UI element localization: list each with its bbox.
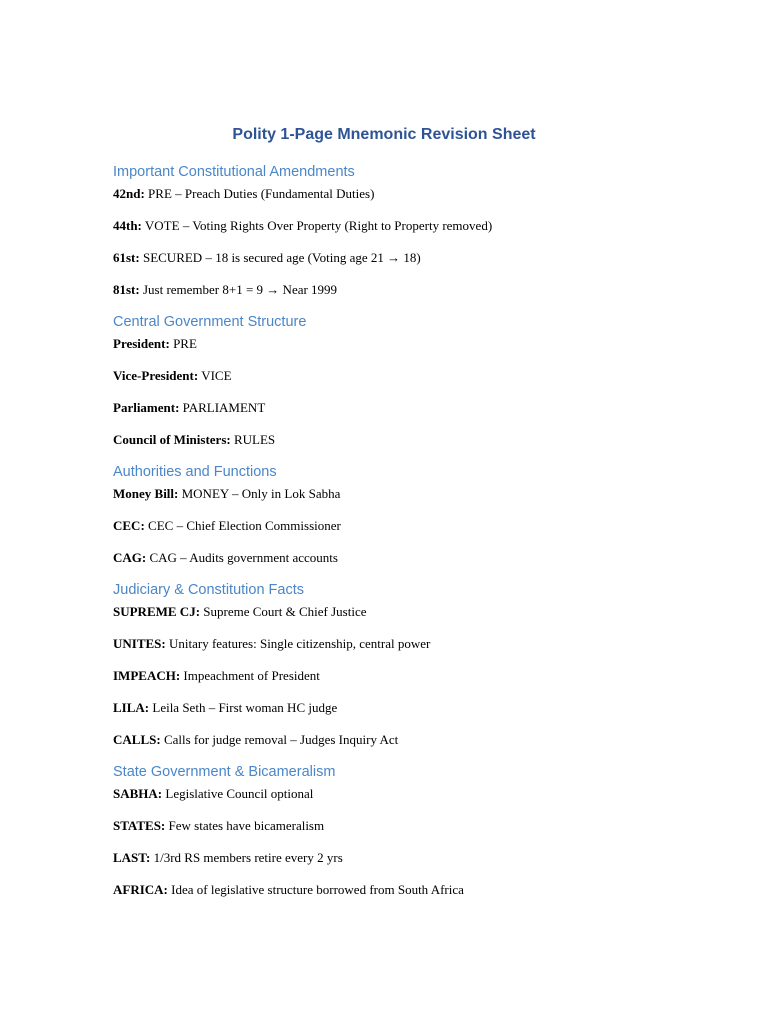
entry-term: CALLS: xyxy=(113,732,161,747)
entry-text: PRE – Preach Duties (Fundamental Duties) xyxy=(148,186,375,201)
entry-unites xyxy=(113,634,673,654)
entry-text: CEC – Chief Election Commissioner xyxy=(148,518,341,533)
entry-44th xyxy=(113,216,673,236)
entry-cag xyxy=(113,548,673,568)
entry-term: IMPEACH: xyxy=(113,668,181,683)
section-heading-state-government: State Government & Bicameralism xyxy=(113,764,336,780)
entry-term: 42nd: xyxy=(113,186,145,201)
entry-term: CAG: xyxy=(113,550,147,565)
entry-term: Council of Ministers: xyxy=(113,432,231,447)
document-body xyxy=(113,162,673,900)
entry-council-of-ministers xyxy=(113,430,673,450)
entry-term: SABHA: xyxy=(113,786,163,801)
section-heading-central-government: Central Government Structure xyxy=(113,314,307,330)
entry-term: SUPREME CJ: xyxy=(113,604,201,619)
section-heading-amendments: Important Constitutional Amendments xyxy=(113,164,355,180)
entry-vice-president xyxy=(113,366,673,386)
entry-sabha xyxy=(113,784,673,804)
entry-parliament xyxy=(113,398,673,418)
entry-africa xyxy=(113,880,673,900)
entry-lila xyxy=(113,698,673,718)
entry-text: VOTE – Voting Rights Over Property (Right to Property removed) xyxy=(144,218,493,233)
entry-term: Parliament: xyxy=(113,400,180,415)
entry-president xyxy=(113,334,673,354)
entry-term: LAST: xyxy=(113,850,151,865)
entry-text: Supreme Court & Chief Justice xyxy=(203,604,367,619)
section-heading-authorities: Authorities and Functions xyxy=(113,464,277,480)
entry-text: PARLIAMENT xyxy=(182,400,266,415)
document-title: Polity 1-Page Mnemonic Revision Sheet xyxy=(232,126,536,143)
entry-text: VICE xyxy=(201,368,232,383)
entry-term: LILA: xyxy=(113,700,150,715)
entry-term: 81st: xyxy=(113,282,140,297)
entry-text: PRE xyxy=(173,336,197,351)
entry-text: Legislative Council optional xyxy=(165,786,314,801)
section-heading-judiciary: Judiciary & Constitution Facts xyxy=(113,582,304,598)
entry-term: AFRICA: xyxy=(113,882,168,897)
entry-term: 61st: xyxy=(113,250,140,265)
entry-term: Vice-President: xyxy=(113,368,199,383)
entry-term: President: xyxy=(113,336,170,351)
entry-term: 44th: xyxy=(113,218,142,233)
entry-text: RULES xyxy=(233,432,276,447)
entry-text: Calls for judge removal – Judges Inquiry Act xyxy=(163,732,399,747)
entry-text: SECURED – 18 is secured age (Voting age 21 → 18) xyxy=(142,250,421,265)
entry-42nd xyxy=(113,184,673,204)
entry-states xyxy=(113,816,673,836)
entry-term: Money Bill: xyxy=(113,486,179,501)
entry-last xyxy=(113,848,673,868)
entry-text: Leila Seth – First woman HC judge xyxy=(152,700,338,715)
entry-term: STATES: xyxy=(113,818,166,833)
entry-61st xyxy=(113,248,673,268)
entry-text: Few states have bicameralism xyxy=(168,818,325,833)
entry-impeach xyxy=(113,666,673,686)
entry-money-bill xyxy=(113,484,673,504)
entry-text: Idea of legislative structure borrowed from South Africa xyxy=(171,882,464,897)
entry-term: UNITES: xyxy=(113,636,166,651)
entry-term: CEC: xyxy=(113,518,145,533)
entry-calls xyxy=(113,730,673,750)
entry-supreme-cj xyxy=(113,602,673,622)
entry-text: 1/3rd RS members retire every 2 yrs xyxy=(153,850,343,865)
entry-cec xyxy=(113,516,673,536)
entry-81st xyxy=(113,280,673,300)
entry-text: CAG – Audits government accounts xyxy=(149,550,338,565)
entry-text: MONEY – Only in Lok Sabha xyxy=(181,486,341,501)
entry-text: Unitary features: Single citizenship, central power xyxy=(169,636,431,651)
entry-text: Impeachment of President xyxy=(183,668,320,683)
entry-text: Just remember 8+1 = 9 → Near 1999 xyxy=(142,282,338,297)
